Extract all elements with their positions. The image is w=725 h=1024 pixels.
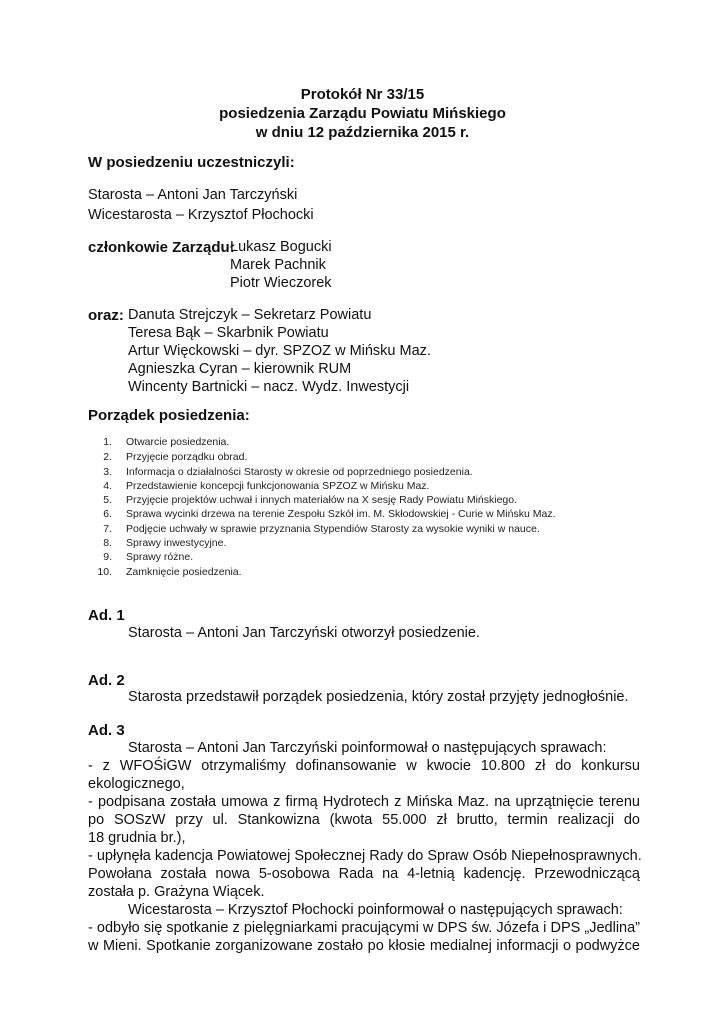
agenda-heading: Porządek posiedzenia: bbox=[88, 407, 250, 424]
ad3-line: Starosta – Antoni Jan Tarczyński poinformował o następujących sprawach: bbox=[128, 740, 607, 756]
protocol-number: Protokół Nr 33/15 bbox=[300, 86, 425, 103]
member-name: Łukasz Bogucki bbox=[230, 239, 332, 255]
ad3-line: - upłynęła kadencja Powiatowej Społecznej Rady do Spraw Osób Niepełnosprawnych. bbox=[88, 848, 642, 864]
agenda-item-number: 10. bbox=[97, 566, 112, 578]
participant-wicestarosta: Wicestarosta – Krzysztof Płochocki bbox=[88, 207, 314, 223]
agenda-item: Przyjęcie porządku obrad. bbox=[126, 451, 248, 463]
ad3-line: - z WFOŚiGW otrzymaliśmy dofinansowanie w kwocie 10.800 zł do konkursu bbox=[88, 758, 640, 774]
ad3-line: 18 grudnia br.), bbox=[88, 830, 186, 846]
other-participant: Teresa Bąk – Skarbnik Powiatu bbox=[128, 325, 329, 341]
ad3-line: Wicestarosta – Krzysztof Płochocki poinformował o następujących sprawach: bbox=[128, 902, 623, 918]
participant-starosta: Starosta – Antoni Jan Tarczyński bbox=[88, 187, 298, 203]
ad3-line: po SOSzW przy ul. Stankowizna (kwota 55.000 zł brutto, termin realizacji do bbox=[88, 812, 640, 828]
ad3-line: ekologicznego, bbox=[88, 776, 185, 792]
ad2-text: Starosta przedstawił porządek posiedzenia, który został przyjęty jednogłośnie. bbox=[128, 689, 629, 705]
agenda-item: Przyjęcie projektów uchwał i innych materiałów na X sesję Rady Powiatu Mińskiego. bbox=[126, 494, 518, 506]
agenda-item-number: 2. bbox=[103, 451, 112, 463]
ad3-line: - odbyło się spotkanie z pielęgniarkami pracującymi w DPS św. Józefa i DPS „Jedlina” bbox=[88, 920, 640, 936]
ad1-heading: Ad. 1 bbox=[88, 607, 125, 624]
agenda-item-number: 9. bbox=[103, 551, 112, 563]
ad2-heading: Ad. 2 bbox=[88, 672, 125, 689]
ad3-line: Powołana została nowa 5-osobowa Rada na 4-letnią kadencję. Przewodniczącą bbox=[88, 866, 640, 882]
ad1-text: Starosta – Antoni Jan Tarczyński otworzył posiedzenie. bbox=[128, 625, 480, 641]
oraz-label: oraz: bbox=[88, 307, 124, 324]
agenda-item-number: 1. bbox=[103, 436, 112, 448]
agenda-item-number: 3. bbox=[103, 466, 112, 478]
members-label: członkowie Zarządu: bbox=[88, 239, 235, 256]
agenda-item: Sprawa wycinki drzewa na terenie Zespołu Szkół im. M. Skłodowskiej - Curie w Mińsku Maz. bbox=[126, 508, 556, 520]
agenda-item-number: 8. bbox=[103, 537, 112, 549]
agenda-item-number: 4. bbox=[103, 480, 112, 492]
ad3-line: została p. Grażyna Wiącek. bbox=[88, 884, 265, 900]
other-participant: Agnieszka Cyran – kierownik RUM bbox=[128, 361, 352, 377]
ad3-heading: Ad. 3 bbox=[88, 722, 125, 739]
agenda-item: Podjęcie uchwały w sprawie przyznania Stypendiów Starosty za wysokie wyniki w nauce. bbox=[126, 523, 540, 535]
other-participant: Danuta Strejczyk – Sekretarz Powiatu bbox=[128, 307, 372, 323]
other-participant: Wincenty Bartnicki – nacz. Wydz. Inwestycji bbox=[128, 379, 410, 395]
agenda-item: Sprawy inwestycyjne. bbox=[126, 537, 227, 549]
agenda-item: Sprawy różne. bbox=[126, 551, 194, 563]
meeting-date: w dniu 12 października 2015 r. bbox=[255, 124, 470, 141]
participants-heading: W posiedzeniu uczestniczyli: bbox=[88, 154, 295, 171]
agenda-item-number: 6. bbox=[103, 508, 112, 520]
ad3-line: w Mieni. Spotkanie zorganizowane zostało po kłosie medialnej informacji o podwyżce bbox=[88, 938, 640, 954]
meeting-title: posiedzenia Zarządu Powiatu Mińskiego bbox=[219, 105, 506, 122]
agenda-item-number: 7. bbox=[103, 523, 112, 535]
member-name: Marek Pachnik bbox=[230, 257, 326, 273]
ad3-line: - podpisana została umowa z firmą Hydrotech z Mińska Maz. na uprzątnięcie terenu bbox=[88, 794, 640, 810]
other-participant: Artur Więckowski – dyr. SPZOZ w Mińsku Maz. bbox=[128, 343, 431, 359]
agenda-item-number: 5. bbox=[103, 494, 112, 506]
agenda-item: Przedstawienie koncepcji funkcjonowania SPZOZ w Mińsku Maz. bbox=[126, 480, 430, 492]
agenda-item: Informacja o działalności Starosty w okresie od poprzedniego posiedzenia. bbox=[126, 466, 473, 478]
agenda-item: Zamknięcie posiedzenia. bbox=[126, 566, 242, 578]
agenda-item: Otwarcie posiedzenia. bbox=[126, 436, 230, 448]
member-name: Piotr Wieczorek bbox=[230, 275, 332, 291]
